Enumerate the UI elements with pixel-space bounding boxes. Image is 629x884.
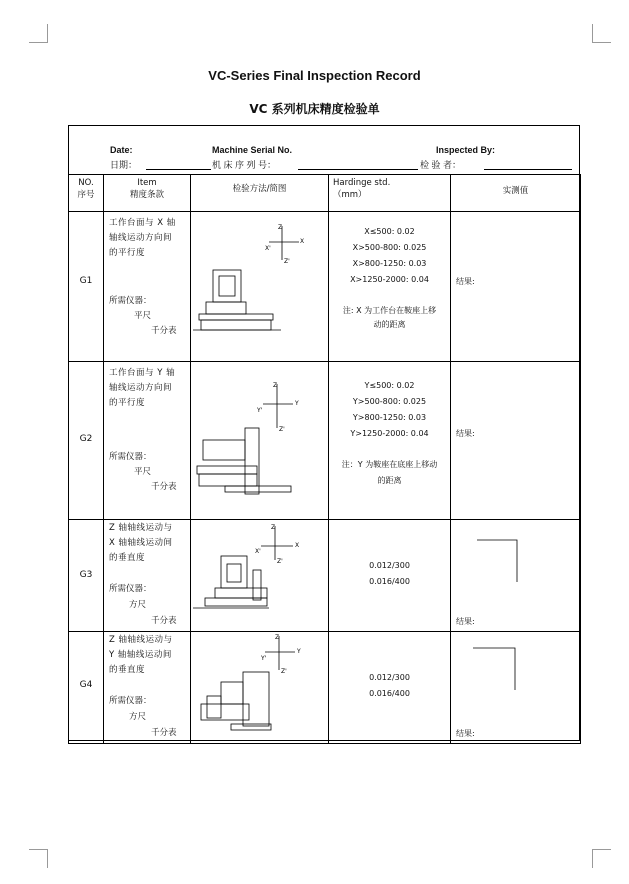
tolerance-line: 0.016/400 bbox=[369, 577, 410, 586]
header-standard-en: Hardinge std. bbox=[333, 178, 391, 188]
serial-label-english: Machine Serial No. bbox=[212, 145, 293, 155]
tolerance-line: 0.012/300 bbox=[369, 561, 410, 570]
axis-y-label: Y bbox=[295, 400, 299, 407]
row-item-cell bbox=[104, 520, 191, 632]
item-line: Z 轴轴线运动与 bbox=[109, 635, 173, 645]
tolerance-line: 0.016/400 bbox=[369, 689, 410, 698]
instrument-label: 所需仪器： bbox=[109, 296, 152, 306]
inspector-field[interactable] bbox=[484, 169, 572, 170]
table-rect bbox=[215, 588, 267, 598]
base-rect bbox=[205, 598, 267, 606]
item-line: 的平行度 bbox=[109, 398, 146, 408]
tolerance-line: Y>500-800: 0.025 bbox=[352, 397, 427, 406]
axis-y2-label: Y' bbox=[257, 407, 263, 414]
item-description bbox=[104, 632, 190, 678]
base-rect bbox=[231, 724, 271, 730]
header-standard-unit: （mm） bbox=[333, 190, 367, 200]
date-field[interactable] bbox=[146, 169, 211, 170]
crop-mark-bottom-right bbox=[592, 849, 611, 868]
item-line: X 轴轴线运动间 bbox=[109, 538, 173, 548]
result-label: 结果: bbox=[456, 617, 475, 626]
instrument-1: 平尺 bbox=[134, 467, 152, 477]
tolerance-line: Y>1250-2000: 0.04 bbox=[350, 429, 429, 438]
document-title-english: VC-Series Final Inspection Record bbox=[208, 68, 421, 83]
instrument-1: 方尺 bbox=[129, 600, 147, 610]
crop-mark-top-left bbox=[29, 24, 48, 43]
date-label-chinese: 日期： bbox=[110, 160, 138, 170]
standard-cell bbox=[329, 520, 451, 632]
base-rect bbox=[201, 320, 271, 330]
axis-y2-label: Y' bbox=[261, 655, 267, 662]
header-measured bbox=[451, 175, 581, 212]
header-item-en: Item bbox=[137, 178, 157, 188]
square-sketch-line bbox=[477, 540, 517, 582]
item-description bbox=[104, 212, 190, 261]
instrument-1: 方尺 bbox=[129, 712, 147, 722]
machine-diagram-g4 bbox=[191, 632, 329, 744]
column-rect bbox=[213, 270, 241, 302]
row-item-cell bbox=[104, 362, 191, 520]
tolerance-line: X>800-1250: 0.03 bbox=[352, 259, 427, 268]
spindle-rect bbox=[227, 564, 241, 582]
item-line: 轴线运动方向间 bbox=[109, 383, 173, 393]
axis-z-label: Z bbox=[273, 382, 278, 389]
row-number: G1 bbox=[79, 276, 93, 286]
document-title-chinese: VC 系列机床精度检验单 bbox=[249, 102, 380, 116]
spindle-head-rect bbox=[221, 682, 243, 704]
axis-x-label: X bbox=[300, 238, 305, 245]
result-label: 结果: bbox=[456, 429, 475, 438]
axis-z-label: Z bbox=[275, 634, 280, 641]
tolerance-line: X>500-800: 0.025 bbox=[352, 243, 427, 252]
date-label-english: Date: bbox=[110, 145, 133, 155]
item-line: Y 轴轴线运动间 bbox=[109, 650, 172, 660]
item-line: 的垂直度 bbox=[109, 665, 146, 675]
inspection-table bbox=[68, 174, 581, 744]
machine-diagram-g3 bbox=[191, 520, 329, 632]
column-rect bbox=[243, 672, 269, 726]
axis-x2-label: X' bbox=[265, 245, 271, 252]
axis-z2-label: Z' bbox=[277, 558, 283, 565]
header-method bbox=[191, 175, 329, 212]
item-line: 工作台面与 X 轴 bbox=[109, 218, 176, 228]
measured-cell[interactable] bbox=[451, 632, 581, 744]
header-no-cn: 序号 bbox=[77, 190, 95, 200]
header-no bbox=[69, 175, 104, 212]
table-row bbox=[69, 520, 581, 632]
tolerance-line: 0.012/300 bbox=[369, 673, 410, 682]
serial-number-field[interactable] bbox=[298, 169, 418, 170]
item-line: 的垂直度 bbox=[109, 553, 146, 563]
saddle-rect bbox=[199, 474, 257, 486]
axis-x-label: X bbox=[295, 542, 300, 549]
instrument-label: 所需仪器： bbox=[109, 696, 152, 706]
header-item bbox=[104, 175, 191, 212]
method-diagram-cell bbox=[191, 212, 329, 362]
method-diagram-cell bbox=[191, 632, 329, 744]
table-row bbox=[69, 632, 581, 744]
standard-cell bbox=[329, 212, 451, 362]
row-number: G2 bbox=[79, 434, 93, 444]
row-item-cell bbox=[104, 632, 191, 744]
note-line: 注: X 为工作台在鞍座上移 bbox=[342, 306, 437, 315]
header-measured-text: 实测值 bbox=[502, 186, 529, 196]
item-line: 的平行度 bbox=[109, 248, 146, 258]
measured-cell[interactable] bbox=[451, 212, 581, 362]
square-sketch-line bbox=[473, 648, 515, 690]
measured-cell[interactable] bbox=[451, 362, 581, 520]
axis-z2-label: Z' bbox=[279, 426, 285, 433]
table-rect bbox=[206, 302, 246, 314]
table-rect bbox=[197, 466, 257, 474]
result-label: 结果: bbox=[456, 729, 475, 738]
table-rect bbox=[201, 704, 249, 720]
header-no-en: NO. bbox=[78, 178, 94, 188]
method-diagram-cell bbox=[191, 520, 329, 632]
instrument-2: 千分表 bbox=[151, 482, 177, 492]
instrument-1: 平尺 bbox=[134, 311, 152, 321]
row-no-cell bbox=[69, 362, 104, 520]
item-line: 工作台面与 Y 轴 bbox=[109, 368, 176, 378]
machine-diagram-g2 bbox=[191, 362, 329, 520]
note-line: 注：Y 为鞍座在底座上移动 bbox=[341, 460, 438, 469]
note-line: 动的距离 bbox=[373, 320, 406, 329]
table-header-row bbox=[69, 175, 581, 212]
tolerance-line: X≤500: 0.02 bbox=[364, 227, 415, 236]
spindle-head-rect bbox=[203, 440, 245, 460]
tolerance-line: Y>800-1250: 0.03 bbox=[352, 413, 427, 422]
axis-x2-label: X' bbox=[255, 548, 261, 555]
item-description bbox=[104, 520, 190, 566]
instrument-label: 所需仪器： bbox=[109, 584, 152, 594]
axis-z2-label: Z' bbox=[284, 258, 290, 265]
axis-y-label: Y bbox=[297, 648, 301, 655]
inspected-by-label-chinese: 检 验 者： bbox=[420, 160, 462, 170]
square-rect bbox=[253, 570, 261, 600]
inspected-by-label-english: Inspected By: bbox=[436, 145, 496, 155]
square-rect bbox=[207, 696, 221, 718]
crop-mark-top-right bbox=[592, 24, 611, 43]
instrument-2: 千分表 bbox=[151, 616, 177, 626]
instrument-label: 所需仪器： bbox=[109, 452, 152, 462]
row-number: G3 bbox=[79, 570, 93, 580]
note-line: 的距离 bbox=[377, 476, 402, 485]
header-item-cn: 精度条款 bbox=[129, 190, 164, 200]
row-number: G4 bbox=[79, 680, 93, 690]
instrument-2: 千分表 bbox=[151, 326, 177, 336]
tolerance-line: X>1250-2000: 0.04 bbox=[350, 275, 429, 284]
machine-diagram-g1 bbox=[191, 212, 329, 362]
crop-mark-bottom-left bbox=[29, 849, 48, 868]
saddle-rect bbox=[199, 314, 273, 320]
item-line: 轴线运动方向间 bbox=[109, 233, 173, 243]
standard-cell bbox=[329, 632, 451, 744]
result-label: 结果: bbox=[456, 277, 475, 286]
axis-z-label: Z bbox=[278, 224, 283, 231]
measured-cell[interactable] bbox=[451, 520, 581, 632]
row-no-cell bbox=[69, 632, 104, 744]
column-rect bbox=[221, 556, 247, 588]
item-description bbox=[104, 362, 190, 411]
standard-cell bbox=[329, 362, 451, 520]
item-line: Z 轴轴线运动与 bbox=[109, 523, 173, 533]
serial-label-chinese: 机 床 序 列 号： bbox=[212, 160, 277, 170]
header-standard bbox=[329, 175, 451, 212]
base-rect bbox=[225, 486, 291, 492]
instrument-2: 千分表 bbox=[151, 728, 177, 738]
table-row bbox=[69, 362, 581, 520]
axis-z-label: Z bbox=[271, 524, 276, 531]
row-item-cell bbox=[104, 212, 191, 362]
row-no-cell bbox=[69, 520, 104, 632]
spindle-rect bbox=[219, 276, 235, 296]
method-diagram-cell bbox=[191, 362, 329, 520]
tolerance-line: Y≤500: 0.02 bbox=[364, 381, 415, 390]
axis-z2-label: Z' bbox=[281, 668, 287, 675]
table-row bbox=[69, 212, 581, 362]
header-method-text: 检验方法/简图 bbox=[232, 184, 287, 194]
row-no-cell bbox=[69, 212, 104, 362]
